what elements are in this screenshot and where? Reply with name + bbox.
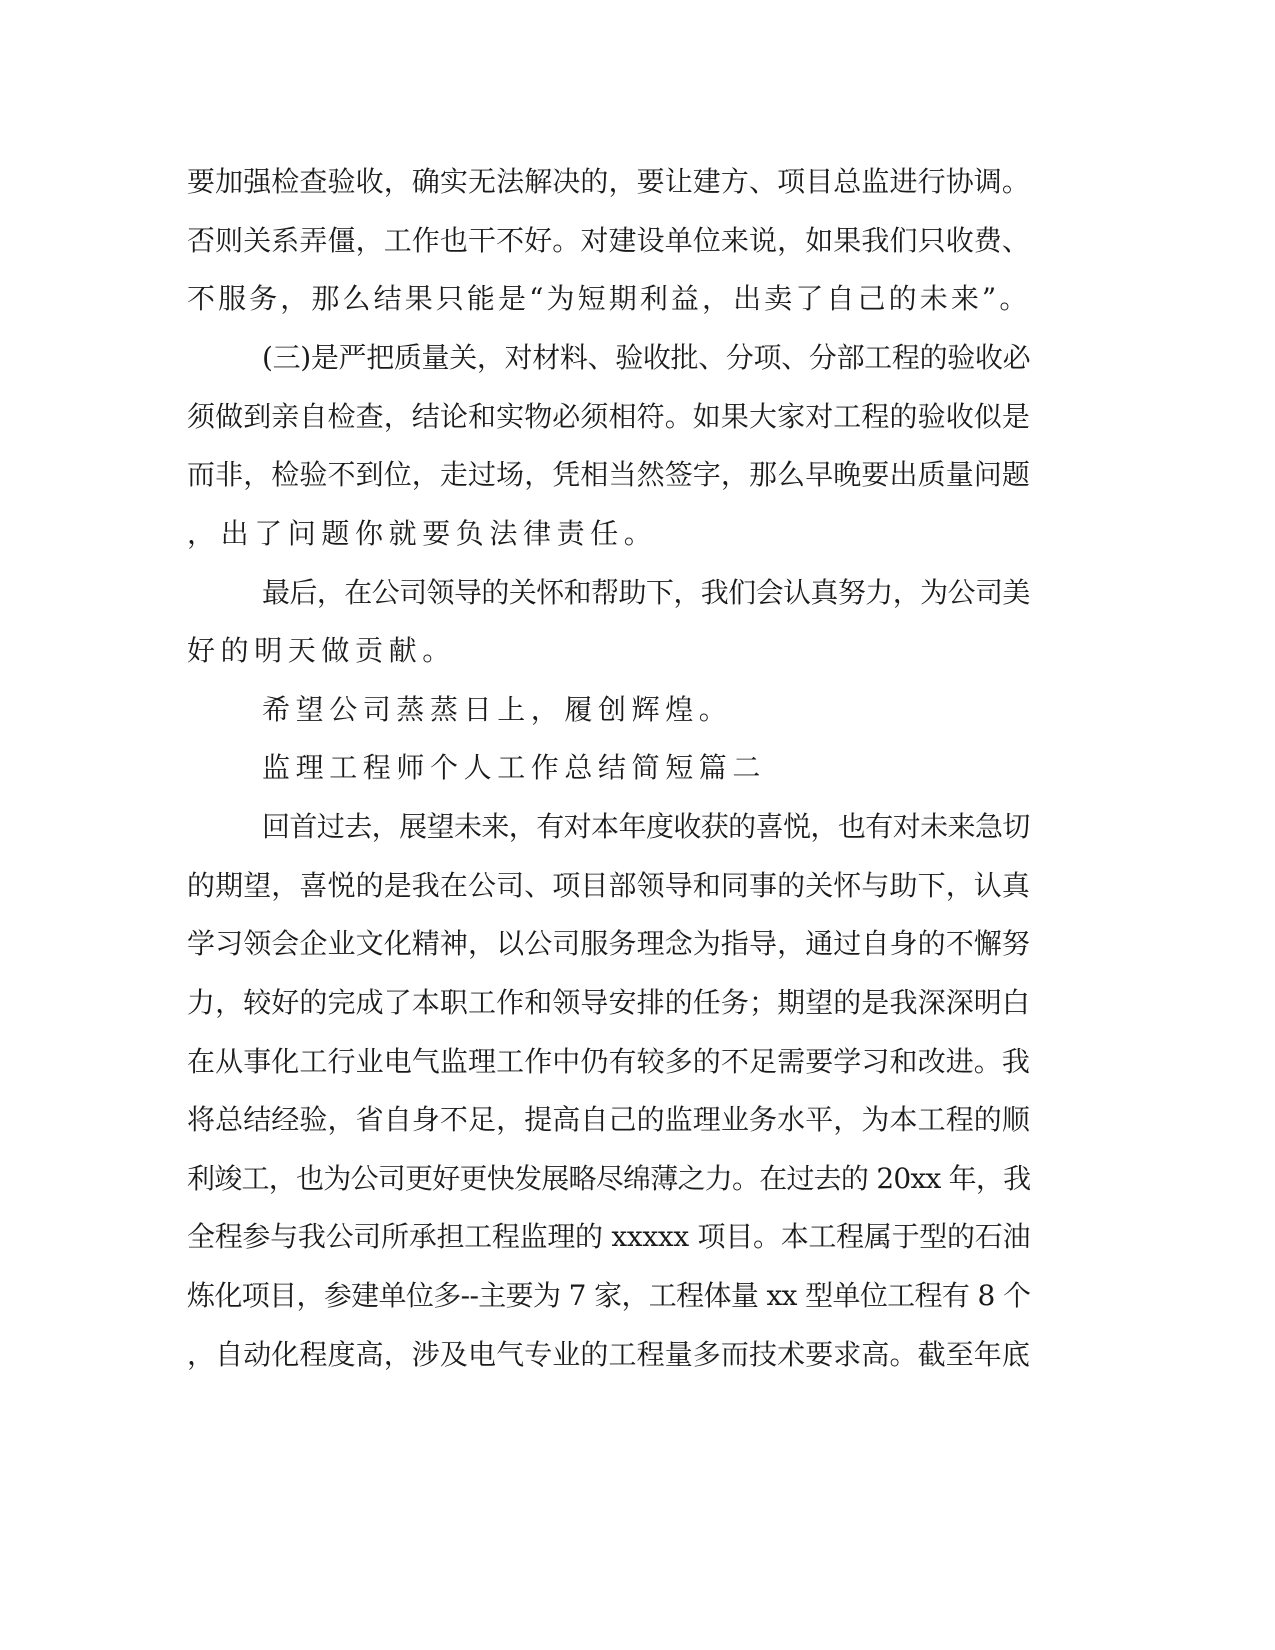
text-line: 要加强检查验收，确实无法解决的，要让建方、项目总监进行协调。 — [187, 165, 1031, 198]
text-line: 回首过去，展望未来，有对本年度收获的喜悦，也有对未来急切 — [262, 810, 1030, 843]
text-line: 的期望，喜悦的是我在公司、项目部领导和同事的关怀与助下，认真 — [187, 869, 1031, 902]
text-line: 希望公司蒸蒸日上，履创辉煌。 — [262, 693, 733, 726]
text-line: 在从事化工行业电气监理工作中仍有较多的不足需要学习和改进。我 — [187, 1045, 1031, 1078]
section-heading: 监理工程师个人工作总结简短篇二 — [262, 751, 767, 784]
text-line: 学习领会企业文化精神，以公司服务理念为指导，通过自身的不懈努 — [187, 927, 1031, 960]
text-line: 最后，在公司领导的关怀和帮助下，我们会认真努力，为公司美 — [262, 576, 1030, 609]
text-line: 好的明天做贡献。 — [187, 634, 456, 667]
text-line: 力，较好的完成了本职工作和领导安排的任务；期望的是我深深明白 — [187, 986, 1031, 1019]
text-line: 炼化项目，参建单位多--主要为 7 家，工程体量 xx 型单位工程有 8 个 — [187, 1279, 1031, 1312]
text-line: ，出了问题你就要负法律责任。 — [187, 517, 658, 550]
text-line: 而非，检验不到位，走过场，凭相当然签字，那么早晚要出质量问题 — [187, 458, 1031, 491]
text-line: ，自动化程度高，涉及电气专业的工程量多而技术要求高。截至年底 — [187, 1338, 1031, 1371]
text-line: 利竣工，也为公司更好更快发展略尽绵薄之力。在过去的 20xx 年，我 — [187, 1162, 1031, 1195]
text-line: 将总结经验，省自身不足，提高自己的监理业务水平，为本工程的顺 — [187, 1103, 1031, 1136]
text-line: (三)是严把质量关，对材料、验收批、分项、分部工程的验收必 — [262, 341, 1031, 374]
text-line: 否则关系弄僵，工作也干不好。对建设单位来说，如果我们只收费、 — [187, 224, 1031, 257]
text-line: 全程参与我公司所承担工程监理的 xxxxx 项目。本工程属于型的石油 — [187, 1220, 1031, 1253]
text-line: 不服务，那么结果只能是“为短期利益，出卖了自己的未来”。 — [187, 282, 1031, 315]
text-line: 须做到亲自检查，结论和实物必须相符。如果大家对工程的验收似是 — [187, 400, 1031, 433]
